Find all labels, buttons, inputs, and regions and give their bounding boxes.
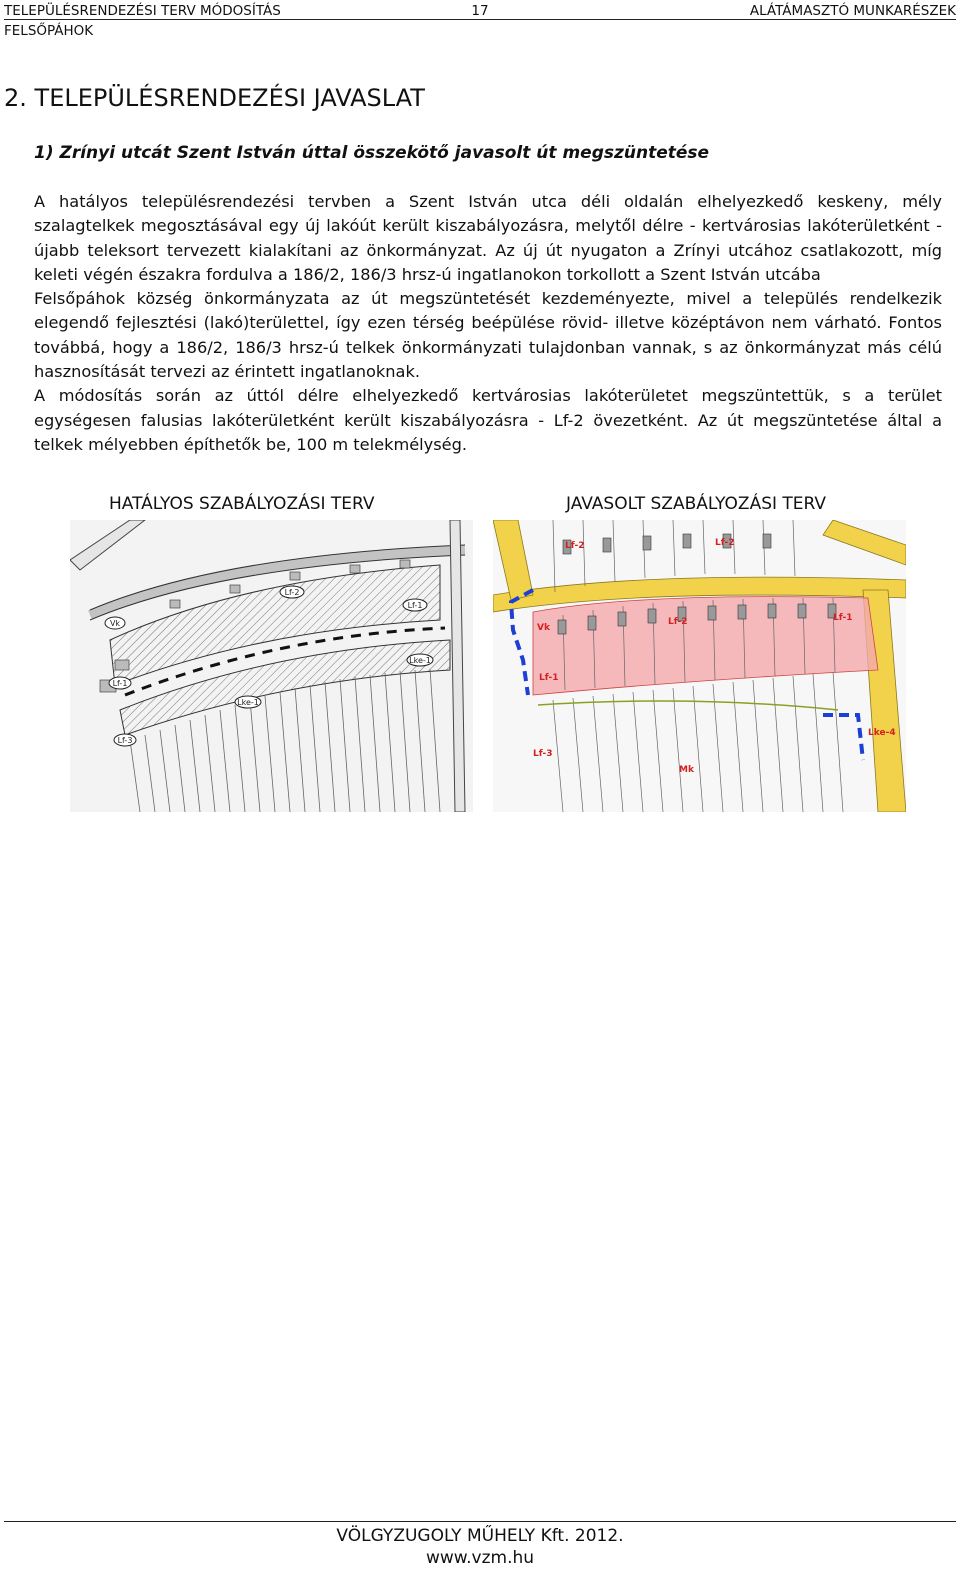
zone-label: Mk [679, 765, 694, 775]
page-footer [4, 1521, 956, 1569]
zone-label: Lf-2 [284, 588, 300, 597]
zone-label: Lke-1 [237, 698, 259, 707]
zone-label: Lf-3 [117, 736, 133, 745]
zone-label: Lf-1 [539, 673, 559, 683]
zone-label: Vk [537, 623, 550, 633]
zone-label: Lf-1 [112, 679, 128, 688]
figure-caption-proposed-plan: JAVASOLT SZABÁLYOZÁSI TERV [566, 494, 827, 514]
footer-company: VÖLGYZUGOLY MŰHELY Kft. 2012. [336, 1526, 624, 1546]
current-plan-map-drawing [70, 520, 473, 812]
paragraph: A hatályos településrendezési tervben a Szent István utca déli oldalán elhelyezkedő keskeny, mély szalagtelkek megosztásával egy új lakóút került kiszabályozásra, melytől délre - kertvárosias lakóterületként - újabb teleksort tervezett kialakítani az önkormányzat. Az új út nyugaton a Zrínyi utcához csatlakozott, míg keleti végén északra fordulva a 186/2, 186/3 hrsz-ú ingatlanokon torkollott a Szent István utcába [34, 192, 942, 284]
page-header [4, 2, 956, 40]
section-title: 1) Zrínyi utcát Szent István úttal összekötő javasolt út megszüntetése [34, 143, 710, 163]
zone-label: Lke-4 [868, 728, 896, 738]
header-settlement-name: FELSŐPÁHOK [4, 23, 94, 39]
current-plan-map [70, 520, 473, 812]
zone-label: Lf-2 [715, 538, 735, 548]
header-document-title: TELEPÜLÉSRENDEZÉSI TERV MÓDOSÍTÁS [4, 3, 281, 19]
chapter-title: 2. TELEPÜLÉSRENDEZÉSI JAVASLAT [4, 84, 425, 112]
figure-caption-current-plan: HATÁLYOS SZABÁLYOZÁSI TERV [109, 494, 375, 514]
zone-label: Vk [109, 619, 121, 628]
body-text [34, 190, 942, 457]
proposed-plan-map-drawing [493, 520, 906, 812]
zone-label: Lf-2 [565, 541, 585, 551]
footer-website: www.vzm.hu [425, 1548, 535, 1568]
footer-rule [4, 1521, 956, 1522]
header-section-name: ALÁTÁMASZTÓ MUNKARÉSZEK [749, 3, 956, 19]
paragraph: Felsőpáhok község önkormányzata az út megszüntetését kezdeményezte, mivel a település rendelkezik elegendő fejlesztési (lakó)területtel, így ezen térség beépülése rövid- illetve középtávon nem várható. Fontos továbbá, hogy a 186/2, 186/3 hrsz-ú telkek önkormányzati tulajdonban vannak, s az önkormányzat más célú hasznosítását tervezi az érintett ingatlanoknak. [34, 289, 942, 382]
zone-label: Lf-1 [407, 601, 423, 610]
paragraph: A módosítás során az úttól délre elhelyezkedő kertvárosias lakóterületet megszüntettük, s a terület egységesen falusias lakóterületként került kiszabályozásra - Lf-2 övezetként. Az út megszüntetése által a telkek mélyebben építhetők be, 100 m telekmélység. [34, 386, 942, 454]
zone-label: Lf-3 [533, 749, 553, 759]
header-rule [4, 19, 956, 20]
header-page-number: 17 [471, 3, 489, 19]
proposed-plan-map [493, 520, 906, 812]
zone-label: Lf-2 [668, 617, 688, 627]
zone-label: Lf-1 [833, 613, 853, 623]
zone-label: Lke-1 [409, 656, 431, 665]
